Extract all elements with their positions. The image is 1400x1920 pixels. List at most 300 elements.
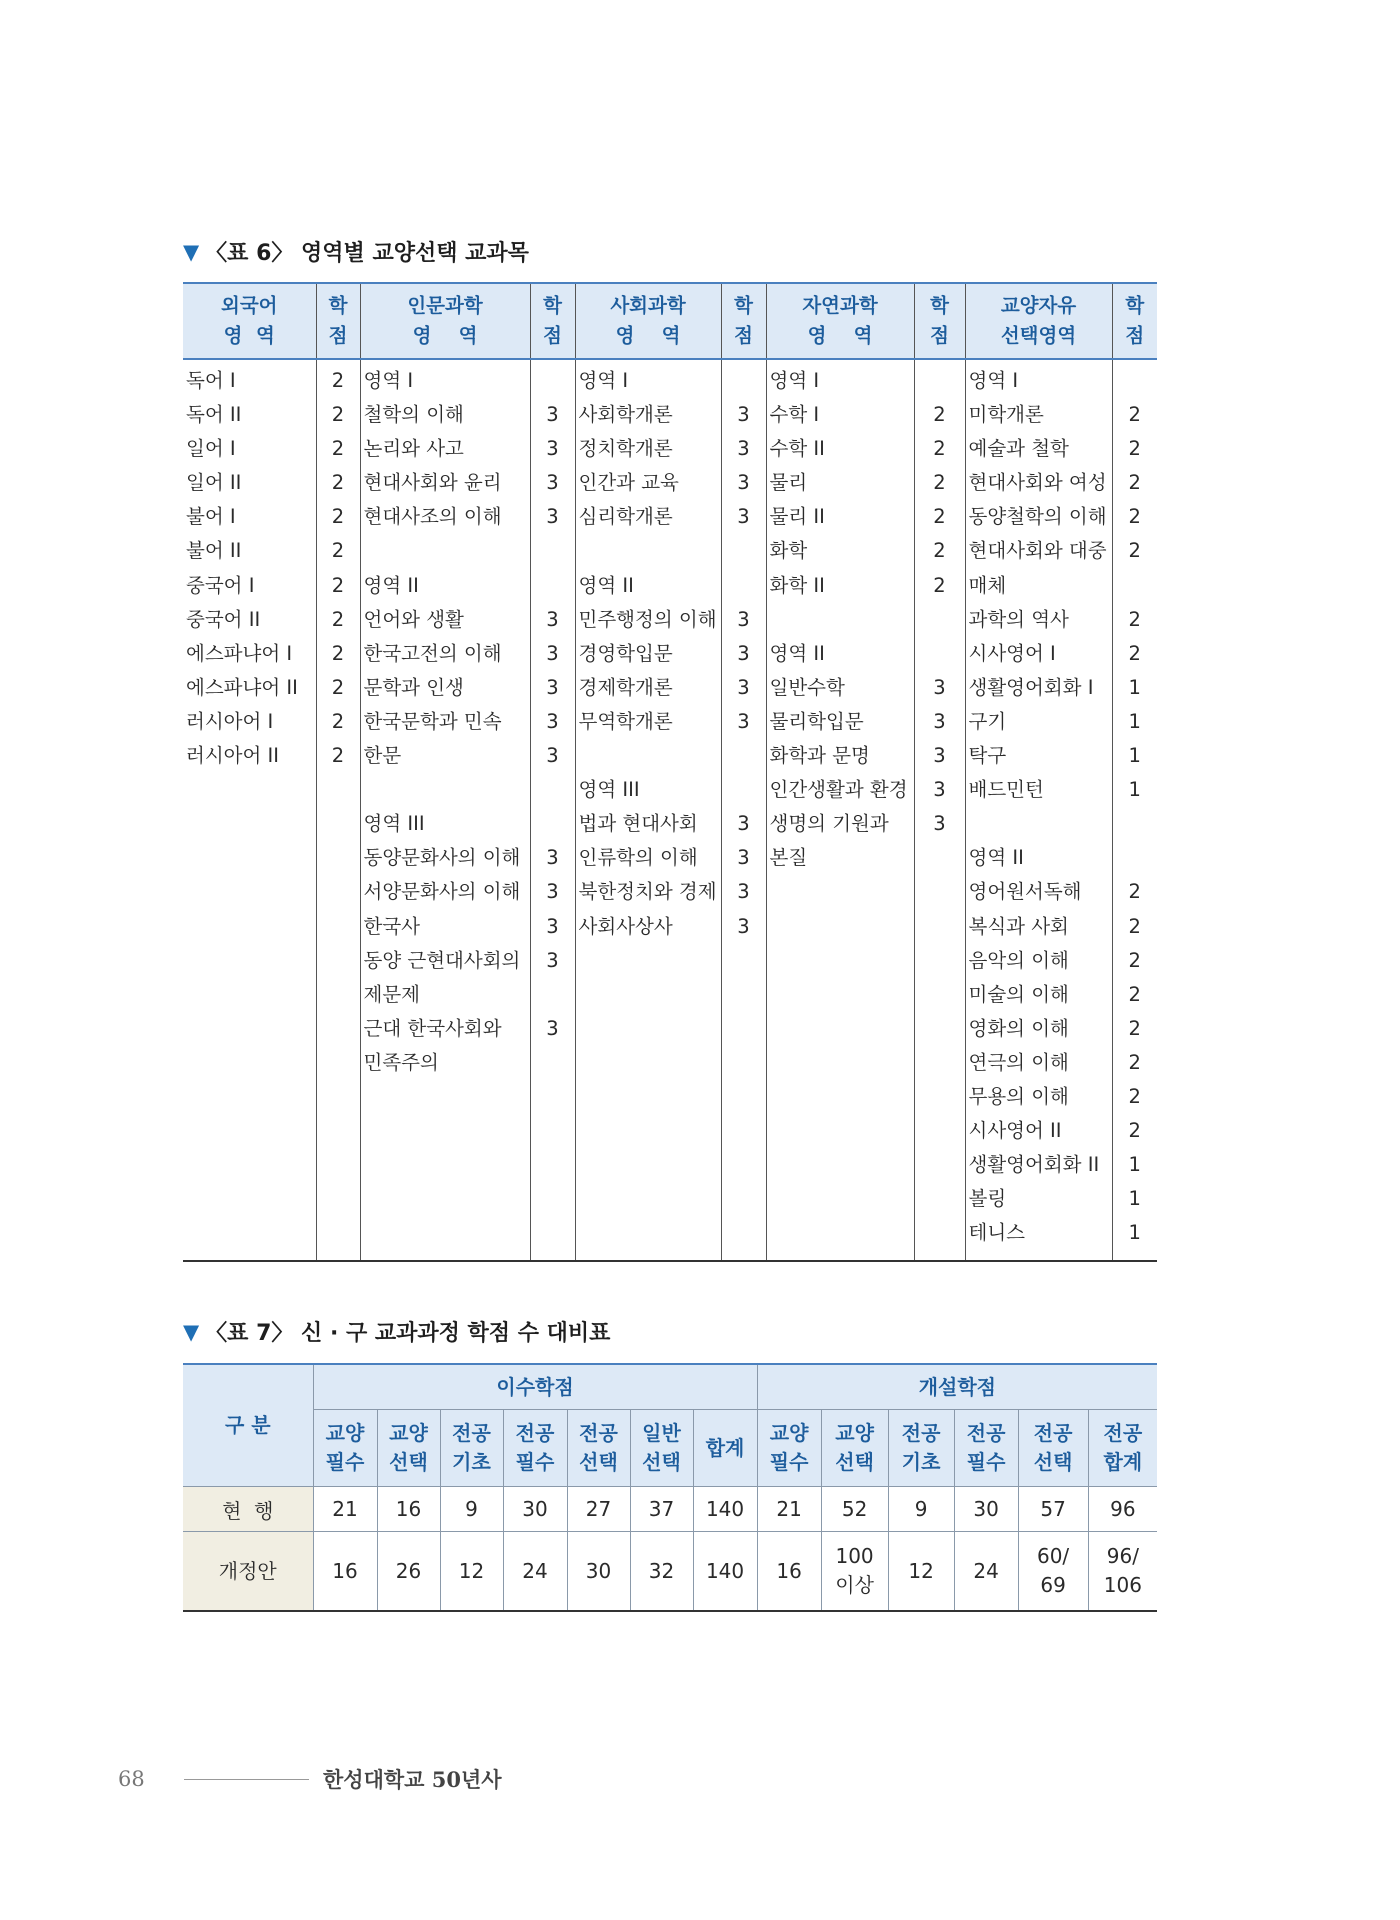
table6-header-line: 학 [930, 294, 949, 317]
table7-subheader-line: 교양 [769, 1421, 809, 1445]
triangle-down-icon: ▼ [183, 239, 200, 264]
table7-cell: 16 [757, 1532, 821, 1612]
table6-header-line: 선택영역 [1000, 324, 1077, 347]
table7-subheader-line: 필수 [769, 1450, 809, 1474]
subject-item: 인류학의 이해 [578, 846, 698, 870]
credit-value: 3 [546, 880, 559, 904]
credit-value: 3 [546, 471, 559, 495]
subject-item: 영역 I [968, 369, 1019, 392]
subject-item: 생활영어회화 II [968, 1153, 1100, 1177]
credit-value: 3 [737, 641, 750, 665]
subject-item: 독어 II [186, 403, 242, 427]
footer-rule [184, 1779, 309, 1780]
subject-item: 영역 I [769, 369, 820, 392]
credit-value: 3 [737, 846, 750, 870]
subject-item: 문학과 인생 [363, 675, 464, 699]
subject-item: 미술의 이해 [968, 982, 1069, 1006]
subject-item [361, 773, 530, 807]
table7-group-header: 이수학점 [313, 1364, 757, 1410]
subject-item: 일어 II [186, 471, 242, 495]
credit-value: 3 [933, 778, 946, 802]
credit-value: 2 [1128, 641, 1141, 665]
subject-item: 한국사 [363, 914, 421, 938]
subject-item: 무역학개론 [578, 709, 673, 733]
table6-header-row [183, 283, 1157, 359]
table7-cell: 12 [888, 1532, 954, 1612]
table7-subheader-line: 전공 [452, 1421, 491, 1445]
table7-cell: 30 [503, 1487, 567, 1532]
table7-cell: 16 [377, 1487, 440, 1532]
subject-item: 현대사조의 이해 [363, 505, 502, 529]
credit-value: 2 [331, 573, 345, 597]
table6-column-header [721, 283, 766, 359]
credit-value [531, 1046, 575, 1080]
subject-item: 민주행정의 이해 [578, 607, 717, 631]
credit-value [915, 637, 965, 671]
table7-subheader-line: 필수 [325, 1450, 365, 1474]
credit-value: 2 [331, 539, 345, 563]
table7-corner-header: 구 분 [183, 1364, 313, 1487]
table7-subheader-line: 교양 [325, 1421, 365, 1445]
credit-value: 3 [546, 1016, 559, 1040]
subject-item: 매체 [968, 573, 1007, 597]
credit-value: 2 [1128, 1016, 1141, 1040]
table7-group-header-row [183, 1364, 1157, 1410]
table7-subheader [1018, 1410, 1088, 1487]
credit-value: 1 [1128, 675, 1141, 699]
credit-value: 3 [546, 437, 559, 461]
credit-value: 2 [1128, 607, 1141, 631]
credit-value: 2 [933, 403, 946, 427]
table6-credit-column [914, 359, 965, 1261]
credit-value: 2 [331, 675, 345, 699]
table6-column-header [914, 283, 965, 359]
credit-value: 3 [546, 846, 559, 870]
subject-item: 경제학개론 [578, 675, 673, 699]
credit-value [915, 603, 965, 637]
credit-value: 3 [737, 812, 750, 836]
table7-row [183, 1532, 1157, 1612]
table6-header-line: 교양자유 [1000, 294, 1077, 317]
credit-value: 3 [737, 914, 750, 938]
credit-value: 3 [546, 641, 559, 665]
subject-item: 한문 [363, 744, 402, 768]
subject-item: 테니스 [968, 1221, 1026, 1245]
credit-value: 2 [331, 403, 345, 427]
credit-value: 2 [331, 505, 345, 529]
subject-item: 동양 근현대사회의 [363, 948, 521, 972]
credit-value: 2 [331, 607, 345, 631]
subject-item: 시사영어 II [968, 1119, 1062, 1143]
table6-header-line: 학 [734, 294, 753, 317]
credit-value [1113, 569, 1158, 603]
credit-value: 3 [737, 709, 750, 733]
credit-value: 2 [1128, 539, 1141, 563]
table7-cell: 30 [567, 1532, 630, 1612]
table7-cell: 140 [693, 1532, 757, 1612]
credit-value: 3 [546, 675, 559, 699]
credit-value [531, 569, 575, 603]
table6-subject-column [766, 359, 914, 1261]
subject-item: 정치학개론 [578, 437, 673, 461]
table6-header-line: 자연과학 [802, 294, 878, 317]
table7-subheader-line: 선택 [642, 1450, 681, 1474]
table6 [183, 282, 1157, 1262]
subject-item: 일어 I [186, 437, 236, 461]
subject-item: 무용의 이해 [968, 1084, 1069, 1108]
credit-value: 1 [1128, 709, 1141, 733]
credit-value: 1 [1128, 1221, 1141, 1245]
subject-item: 인간생활과 환경 [769, 778, 908, 802]
table7-subheader-line: 일반 [642, 1421, 681, 1445]
subject-item: 현대사회와 윤리 [363, 471, 502, 495]
credit-value: 3 [737, 437, 750, 461]
subject-item: 배드민턴 [968, 778, 1044, 802]
table7-cell: 96 [1088, 1487, 1157, 1532]
subject-item: 제문제 [363, 982, 421, 1006]
table7-subheader-line: 전공 [579, 1421, 618, 1445]
table7-subheader-line: 선택 [835, 1450, 874, 1474]
table7-title [183, 1316, 610, 1347]
subject-item: 생명의 기원과 [769, 812, 889, 836]
credit-value: 2 [1128, 880, 1141, 904]
subject-item: 일반수학 [769, 675, 845, 699]
table6-header-line: 영 역 [615, 324, 681, 347]
table6-column-header [1112, 283, 1157, 359]
subject-item: 불어 I [186, 505, 236, 529]
table7-subheader-row [183, 1410, 1157, 1487]
table7-row-label: 현 행 [183, 1487, 313, 1532]
table7-cell: 24 [954, 1532, 1018, 1612]
credit-value: 2 [331, 709, 345, 733]
table7-subheader [954, 1410, 1018, 1487]
subject-item: 시사영어 I [968, 641, 1056, 665]
subject-item: 경영학입문 [578, 641, 673, 665]
subject-item: 생활영어회화 I [968, 675, 1094, 699]
credit-value [1113, 364, 1158, 398]
subject-item: 독어 I [186, 369, 236, 392]
subject-item: 영역 III [363, 812, 425, 836]
table7-cell: 12 [440, 1532, 503, 1612]
subject-item: 영화의 이해 [968, 1016, 1069, 1040]
subject-item [966, 807, 1112, 841]
subject-item: 언어와 생활 [363, 607, 464, 631]
table7-subheader-line: 전공 [1103, 1421, 1143, 1445]
table6-subject-column [575, 359, 721, 1261]
subject-item: 연극의 이해 [968, 1050, 1069, 1074]
page-number: 68 [118, 1767, 145, 1791]
table7-subheader-line: 전공 [966, 1421, 1006, 1445]
table7-group-header: 개설학점 [757, 1364, 1157, 1410]
table6-credit-column [1112, 359, 1157, 1261]
table7-subheader-line: 선택 [579, 1450, 618, 1474]
credit-value: 2 [933, 539, 946, 563]
credit-value: 3 [933, 675, 946, 699]
credit-value [722, 569, 766, 603]
subject-item: 예술과 철학 [968, 437, 1069, 461]
credit-value: 2 [933, 573, 946, 597]
credit-value [531, 978, 575, 1012]
credit-value: 2 [331, 641, 345, 665]
subject-item: 북한정치와 경제 [578, 880, 717, 904]
subject-item: 서양문화사의 이해 [363, 880, 521, 904]
subject-item: 수학 I [769, 403, 820, 427]
subject-item: 심리학개론 [578, 505, 673, 529]
table6-header-line: 점 [328, 324, 348, 347]
book-title: 한성대학교 50년사 [323, 1767, 502, 1792]
table7-subheader [630, 1410, 693, 1487]
table6-header-line: 학 [1125, 294, 1145, 317]
credit-value: 3 [933, 744, 946, 768]
subject-item: 동양문화사의 이해 [363, 846, 521, 870]
credit-value: 3 [546, 403, 559, 427]
credit-value: 2 [933, 505, 946, 529]
table7-cell: 24 [503, 1532, 567, 1612]
credit-value: 3 [546, 948, 559, 972]
table6-header-line: 사회과학 [610, 294, 686, 317]
table7-cell: 100 이상 [821, 1532, 888, 1612]
credit-value [722, 739, 766, 773]
table7-cell: 96/ 106 [1088, 1532, 1157, 1612]
subject-item: 러시아어 II [186, 744, 280, 768]
subject-item: 한국문학과 민속 [363, 709, 502, 733]
subject-item: 영역 I [363, 369, 414, 392]
table7-subheader-line: 교양 [835, 1421, 874, 1445]
table6-header-line: 점 [1125, 324, 1145, 347]
subject-item: 화학 II [769, 573, 825, 597]
table7-cell: 9 [888, 1487, 954, 1532]
table6-header-line: 영 역 [412, 324, 478, 347]
subject-item: 수학 II [769, 437, 825, 461]
subject-item: 법과 현대사회 [578, 812, 698, 836]
table6-column-header [316, 283, 360, 359]
credit-value: 3 [546, 607, 559, 631]
table6-credit-column [530, 359, 575, 1261]
credit-value: 3 [546, 505, 559, 529]
credit-value: 1 [1128, 1187, 1141, 1211]
table7-title-text: 〈표 7〉 신 · 구 교과과정 학점 수 대비표 [205, 1321, 611, 1346]
credit-value: 3 [737, 675, 750, 699]
table6-header-line: 영 역 [807, 324, 873, 347]
credit-value: 2 [1128, 437, 1141, 461]
table6-header-line: 학 [543, 294, 562, 317]
credit-value [531, 364, 575, 398]
table7-subheader-line: 전공 [901, 1421, 941, 1445]
table7-cell: 26 [377, 1532, 440, 1612]
subject-item: 민족주의 [363, 1050, 439, 1074]
subject-item: 영어원서독해 [968, 880, 1082, 904]
subject-item: 사회학개론 [578, 403, 673, 427]
credit-value: 3 [737, 505, 750, 529]
credit-value [1113, 807, 1158, 841]
subject-item: 음악의 이해 [968, 948, 1069, 972]
table7-cell: 16 [313, 1532, 377, 1612]
credit-value: 3 [546, 914, 559, 938]
page-footer [118, 1764, 502, 1794]
credit-value: 2 [933, 437, 946, 461]
table7 [183, 1363, 1157, 1612]
table6-column-header [530, 283, 575, 359]
table6-title-text: 〈표 6〉 영역별 교양선택 교과목 [205, 241, 529, 266]
table7-subheader-line: 합계 [705, 1435, 745, 1460]
table6-column-header [575, 283, 721, 359]
table7-cell: 60/ 69 [1018, 1532, 1088, 1612]
table7-subheader-line: 필수 [515, 1450, 555, 1474]
table7-subheader-line: 기초 [901, 1450, 941, 1474]
subject-item: 중국어 II [186, 607, 261, 631]
credit-value: 2 [1128, 1084, 1141, 1108]
table7-subheader [888, 1410, 954, 1487]
table7-subheader-line: 전공 [515, 1421, 555, 1445]
credit-value: 2 [331, 471, 345, 495]
table7-cell: 21 [757, 1487, 821, 1532]
table6-header-line: 인문과학 [407, 294, 483, 317]
triangle-down-icon: ▼ [183, 1319, 200, 1344]
table7-cell: 140 [693, 1487, 757, 1532]
table6-header-line: 점 [930, 324, 949, 347]
subject-item: 구기 [968, 709, 1007, 733]
subject-item: 동양철학의 이해 [968, 505, 1107, 529]
credit-value: 2 [1128, 471, 1141, 495]
subject-item: 한국고전의 이해 [363, 641, 502, 665]
table7-subheader-line: 기초 [452, 1450, 491, 1474]
credit-value: 3 [737, 607, 750, 631]
credit-value: 3 [546, 744, 559, 768]
table7-cell: 37 [630, 1487, 693, 1532]
credit-value: 3 [933, 812, 946, 836]
credit-value [1113, 841, 1158, 875]
credit-value: 1 [1128, 1153, 1141, 1177]
credit-value [722, 773, 766, 807]
subject-item: 불어 II [186, 539, 242, 563]
subject-item: 볼링 [968, 1187, 1007, 1211]
credit-value [531, 534, 575, 568]
table6-subject-column [183, 359, 316, 1261]
table7-cell: 52 [821, 1487, 888, 1532]
subject-item: 영역 III [578, 778, 640, 802]
credit-value [531, 773, 575, 807]
table7-subheader [1088, 1410, 1157, 1487]
credit-value [722, 534, 766, 568]
subject-item: 근대 한국사회와 [363, 1016, 502, 1040]
credit-value: 2 [1128, 1050, 1141, 1074]
subject-item: 탁구 [968, 744, 1007, 768]
credit-value: 2 [1128, 982, 1141, 1006]
credit-value [531, 807, 575, 841]
subject-item: 현대사회와 여성 [968, 471, 1107, 495]
credit-value [915, 841, 965, 875]
subject-item: 논리와 사고 [363, 437, 464, 461]
table6-credit-column [721, 359, 766, 1261]
credit-value: 3 [737, 403, 750, 427]
subject-item: 과학의 역사 [968, 607, 1069, 631]
subject-item: 영역 II [769, 641, 825, 665]
table7-row-label: 개정안 [183, 1532, 313, 1612]
credit-value: 2 [331, 437, 345, 461]
table7-subheader [757, 1410, 821, 1487]
table7-row [183, 1487, 1157, 1532]
table7-subheader [377, 1410, 440, 1487]
credit-value: 2 [933, 471, 946, 495]
subject-item [576, 534, 721, 568]
credit-value: 3 [737, 471, 750, 495]
subject-item: 중국어 I [186, 573, 255, 597]
table6-column-header [360, 283, 530, 359]
credit-value: 2 [1128, 1119, 1141, 1143]
table7-subheader [693, 1410, 757, 1487]
subject-item: 러시아어 I [186, 709, 274, 733]
credit-value: 1 [1128, 744, 1141, 768]
table6-body-row [183, 359, 1157, 1261]
credit-value: 2 [331, 369, 345, 392]
table7-subheader-line: 선택 [389, 1450, 428, 1474]
subject-item: 영역 II [363, 573, 419, 597]
table6-header-line: 외국어 [220, 294, 278, 317]
table6-subject-column [360, 359, 530, 1261]
table7-subheader-line: 합계 [1103, 1450, 1143, 1474]
table6-column-header [766, 283, 914, 359]
table7-subheader [440, 1410, 503, 1487]
subject-item: 영역 II [968, 846, 1024, 870]
table7-subheader-line: 필수 [966, 1450, 1006, 1474]
table7-subheader [503, 1410, 567, 1487]
table7-cell: 27 [567, 1487, 630, 1532]
subject-item: 화학 [769, 539, 808, 563]
credit-value: 2 [1128, 403, 1141, 427]
subject-item: 영역 II [578, 573, 634, 597]
table6-column-header [965, 283, 1112, 359]
credit-value: 3 [933, 709, 946, 733]
subject-item: 물리학입문 [769, 709, 864, 733]
table7-cell: 30 [954, 1487, 1018, 1532]
credit-value: 1 [1128, 778, 1141, 802]
table6-title [183, 236, 529, 267]
table6-credit-column [316, 359, 360, 1261]
credit-value: 2 [1128, 948, 1141, 972]
table7-subheader-line: 교양 [389, 1421, 428, 1445]
subject-item: 사회사상사 [578, 914, 673, 938]
subject-item: 인간과 교육 [578, 471, 679, 495]
table6-header-line: 점 [734, 324, 753, 347]
credit-value: 3 [737, 880, 750, 904]
table6-header-line: 영 역 [223, 324, 275, 347]
subject-item: 영역 I [578, 369, 629, 392]
subject-item: 복식과 사회 [968, 914, 1069, 938]
subject-item [361, 534, 530, 568]
subject-item: 철학의 이해 [363, 403, 464, 427]
credit-value [722, 364, 766, 398]
table6-header-line: 학 [328, 294, 348, 317]
subject-item: 물리 II [769, 505, 825, 529]
table7-subheader-line: 전공 [1033, 1421, 1073, 1445]
subject-item: 물리 [769, 471, 808, 495]
table6-subject-column [965, 359, 1112, 1261]
subject-item: 현대사회와 대중 [968, 539, 1107, 563]
table7-cell: 21 [313, 1487, 377, 1532]
subject-item: 화학과 문명 [769, 744, 870, 768]
credit-value [915, 364, 965, 398]
table7-subheader-line: 선택 [1033, 1450, 1073, 1474]
credit-value: 2 [331, 744, 345, 768]
credit-value: 2 [1128, 914, 1141, 938]
table7-cell: 32 [630, 1532, 693, 1612]
subject-item: 미학개론 [968, 403, 1044, 427]
subject-item [767, 603, 914, 637]
subject-item: 본질 [769, 846, 808, 870]
subject-item: 에스파냐어 II [186, 675, 298, 699]
subject-item: 에스파냐어 I [186, 641, 293, 665]
table7-cell: 9 [440, 1487, 503, 1532]
